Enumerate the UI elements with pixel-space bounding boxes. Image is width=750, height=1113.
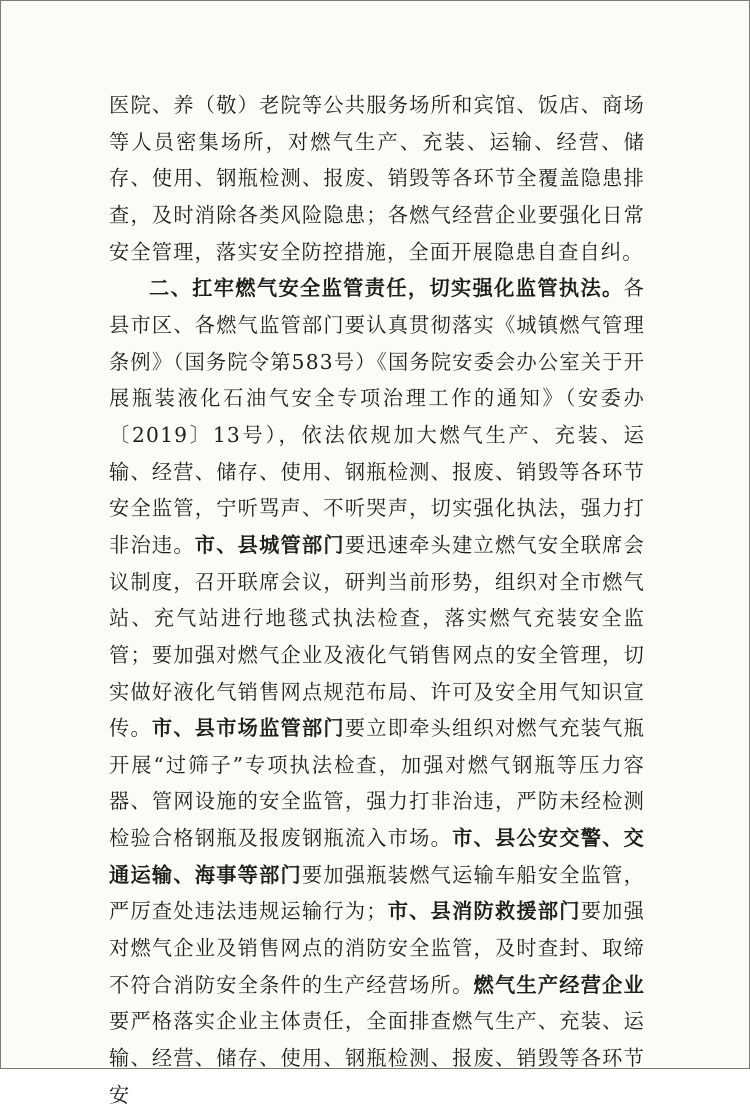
bold-department: 燃气生产经营企业 bbox=[473, 972, 645, 997]
body-text: 要严格落实企业主体责任，全面排查燃气生产、充装、运输、经营、储存、使用、钢瓶检测、报废、销毁等各环节安 bbox=[109, 1009, 645, 1107]
body-text: 要加强瓶装燃气运输车船安全监管，严厉查处违法违规运输行为； bbox=[109, 862, 645, 924]
body-text: 各县市区、各燃气监管部门要认真贯彻落实《城镇燃气管理条例》（国务院令第583号）《国务院安委会办公室关于开展瓶装液化石油气安全专项治理工作的通知》（安委办〔2019〕13号），依法依规加大燃气生产、充装、运输、经营、储存、使用、钢瓶检测、报废、销毁等各环节安全监管，宁听骂声、不听哭声，切实强化执法，强力打非治违。 bbox=[109, 276, 645, 557]
section-heading: 二、扛牢燃气安全监管责任，切实强化监管执法。 bbox=[149, 276, 624, 301]
body-text: 要迅速牵头建立燃气安全联席会议制度，召开联席会议，研判当前形势，组织对全市燃气站、充气站进行地毯式执法检查，落实燃气充装安全监管；要加强对燃气企业及液化气销售网点的安全管理，切实做好液化气销售网点规范布局、许可及安全用气知识宣传。 bbox=[109, 532, 645, 741]
bold-department: 市、县市场监管部门 bbox=[151, 716, 345, 741]
paragraph-section-two bbox=[109, 270, 645, 1113]
paragraph-continued: 医院、养（敬）老院等公共服务场所和宾馆、饭店、商场等人员密集场所，对燃气生产、充装、运输、经营、储存、使用、钢瓶检测、报废、销毁等各环节全覆盖隐患排查，及时消除各类风险隐患；各燃气经营企业要强化日常安全管理，落实安全防控措施，全面开展隐患自查自纠。 bbox=[109, 93, 645, 264]
bold-department: 市、县公安交警、交通运输、海事等部门 bbox=[109, 826, 645, 887]
bold-department: 市、县城管部门 bbox=[194, 532, 345, 557]
body-text: 要立即牵头组织对燃气充装气瓶开展“过筛子”专项执法检查，加强对燃气钢瓶等压力容器、管网设施的安全监管，强力打非治违，严防未经检测检验合格钢瓶及报废钢瓶流入市场。 bbox=[109, 716, 645, 851]
document-body bbox=[109, 87, 645, 1113]
body-text: 要加强对燃气企业及销售网点的消防安全监管，及时查封、取缔不符合消防安全条件的生产经营场所。 bbox=[109, 899, 645, 997]
bold-department: 市、县消防救援部门 bbox=[387, 899, 581, 924]
